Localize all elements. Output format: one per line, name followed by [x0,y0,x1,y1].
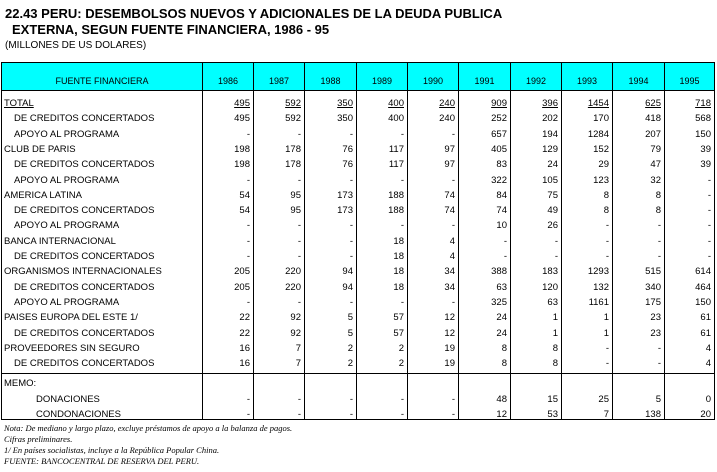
cell-1995: - [707,205,711,217]
cell-1986: 495 [234,98,250,109]
row-label: DE CREDITOS CONCERTADOS [14,159,155,171]
cell-1988: 173 [337,189,353,201]
cell-1992: 105 [542,174,558,186]
cell-1992: 194 [542,128,558,140]
cell-1992: 1 [552,327,558,339]
cell-1994: 79 [650,143,661,155]
cell-1992: 63 [547,296,558,308]
cell-1991: - [503,235,507,247]
cell-1989: - [400,128,404,140]
column-divider [458,90,459,419]
row-label: APOYO AL PROGRAMA [14,174,120,186]
header-year-1994: 1994 [612,63,664,90]
row-label: DE CREDITOS CONCERTADOS [14,358,155,370]
cell-1990: 19 [444,342,455,354]
cell-1994: 8 [655,205,661,217]
cell-1994: - [657,358,661,370]
cell-1987: 592 [285,98,301,109]
column-divider [356,90,357,419]
cell-1995: 61 [700,327,711,339]
row-label: DE CREDITOS CONCERTADOS [14,281,155,293]
cell-1993: 8 [603,205,609,217]
cell-1991: 909 [491,98,507,109]
cell-1993: 29 [598,159,609,171]
row-label: DE CREDITOS CONCERTADOS [14,205,155,217]
memo-separator [2,373,714,374]
cell-1993: 1161 [588,296,609,308]
cell-1988: 94 [342,281,353,293]
cell-1995: 614 [695,266,711,278]
table-row [2,127,714,142]
table-row [2,173,714,188]
cell-1990: 34 [444,281,455,293]
cell-1992: 129 [542,143,558,155]
cell-1993: 8 [603,189,609,201]
cell-1990: 34 [444,266,455,278]
cell-1991: 24 [496,312,507,324]
cell-1989: 18 [393,281,404,293]
cell-1992: 396 [542,98,558,109]
cell-1995: - [707,235,711,247]
cell-1987: 178 [285,143,301,155]
cell-1989: 117 [388,143,404,155]
cell-1989: 2 [398,358,404,370]
cell-1990: 74 [444,205,455,217]
cell-1993: - [605,235,609,247]
cell-1987: - [297,251,301,262]
table-row [2,310,714,325]
cell-1994: 8 [655,189,661,201]
cell-1990: 97 [444,159,455,171]
table-row [2,96,714,111]
table-row [2,280,714,295]
cell-1992: 120 [542,281,558,293]
cell-1995: 39 [700,143,711,155]
cell-1988: - [349,128,353,140]
cell-1987: 178 [285,159,301,171]
cell-1988: 5 [347,312,353,324]
memo-label: MEMO: [4,378,37,390]
cell-1994: 47 [650,159,661,171]
cell-1992: - [554,251,558,262]
cell-1993: 1284 [587,128,609,140]
cell-1989: 18 [393,235,404,247]
cell-1995: - [707,174,711,186]
row-label: DE CREDITOS CONCERTADOS [14,327,155,339]
cell-1987: - [297,235,301,247]
cell-1995: 39 [700,159,711,171]
cell-1991: 48 [496,393,507,405]
cell-1987: 95 [290,189,301,201]
cell-1986: 22 [239,312,250,324]
cell-1993: 7 [603,409,609,420]
cell-1987: - [297,296,301,308]
cell-1987: 7 [295,342,301,354]
cell-1988: 350 [337,98,353,109]
header-year-1995: 1995 [664,63,714,90]
cell-1994: 138 [645,409,661,420]
cell-1987: 7 [295,358,301,370]
cell-1986: 205 [234,266,250,278]
header-year-1988: 1988 [304,63,356,90]
cell-1990: - [451,296,455,308]
cell-1988: 76 [342,159,353,171]
cell-1987: 92 [290,327,301,339]
cell-1989: - [400,393,404,405]
cell-1987: 592 [285,113,301,125]
cell-1993: 132 [593,281,609,293]
cell-1992: 15 [547,393,558,405]
cell-1989: - [400,409,404,420]
cell-1986: 54 [239,205,250,217]
row-label: ORGANISMOS INTERNACIONALES [4,266,162,278]
cell-1988: - [349,174,353,186]
column-divider [202,90,203,419]
cell-1992: - [554,235,558,247]
cell-1989: 400 [388,113,404,125]
cell-1990: 12 [444,327,455,339]
cell-1989: 188 [388,205,404,217]
cell-1988: - [349,251,353,262]
cell-1989: 57 [393,327,404,339]
cell-1987: - [297,393,301,405]
cell-1986: - [246,393,250,405]
cell-1993: 170 [593,113,609,125]
cell-1992: 8 [552,358,558,370]
cell-1991: 24 [496,327,507,339]
cell-1992: 26 [547,220,558,232]
row-label: BANCA INTERNACIONAL [4,235,116,247]
cell-1995: - [707,220,711,232]
cell-1993: 1293 [587,266,609,278]
cell-1994: 625 [645,98,661,109]
header-year-1989: 1989 [356,63,407,90]
cell-1994: 32 [650,174,661,186]
cell-1989: 188 [388,189,404,201]
cell-1991: 388 [491,266,507,278]
cell-1995: 20 [700,409,711,420]
column-divider [304,90,305,419]
table-row [2,326,714,341]
cell-1995: 568 [695,113,711,125]
cell-1991: 63 [496,281,507,293]
cell-1989: 18 [393,266,404,278]
cell-1990: - [451,174,455,186]
cell-1994: - [657,235,661,247]
cell-1986: 54 [239,189,250,201]
cell-1989: 117 [388,159,404,171]
column-divider [253,90,254,419]
cell-1991: 8 [501,342,507,354]
table-header [2,63,714,91]
cell-1990: - [451,393,455,405]
cell-1991: 252 [491,113,507,125]
table-title-line-2: EXTERNA, SEGUN FUENTE FINANCIERA, 1986 - 95 [12,22,330,37]
cell-1987: 220 [285,266,301,278]
row-label: PROVEEDORES SIN SEGURO [4,342,140,354]
cell-1994: - [657,251,661,262]
row-label: CONDONACIONES [36,409,121,420]
table-row [2,264,714,279]
cell-1987: - [297,220,301,232]
cell-1992: 49 [547,205,558,217]
column-divider [612,90,613,419]
header-year-1986: 1986 [202,63,253,90]
header-year-1992: 1992 [510,63,561,90]
cell-1992: 183 [542,266,558,278]
cell-1988: 173 [337,205,353,217]
cell-1994: - [657,342,661,354]
cell-1994: - [657,220,661,232]
row-label: APOYO AL PROGRAMA [14,220,120,232]
cell-1986: - [246,220,250,232]
cell-1995: 0 [705,393,711,405]
debt-table [1,62,715,420]
cell-1990: - [451,128,455,140]
footnote: 1/ En países socialistas, incluye a la República Popular China. [4,445,220,455]
cell-1988: - [349,409,353,420]
cell-1992: 1 [552,312,558,324]
cell-1986: 495 [234,113,250,125]
cell-1994: 340 [645,281,661,293]
row-label: TOTAL [4,98,34,109]
cell-1986: - [246,235,250,247]
cell-1993: - [605,220,609,232]
header-year-1991: 1991 [458,63,510,90]
cell-1990: 240 [439,113,455,125]
cell-1990: - [451,220,455,232]
cell-1986: - [246,296,250,308]
cell-1992: 8 [552,342,558,354]
cell-1986: 22 [239,327,250,339]
cell-1990: 74 [444,189,455,201]
table-title-line-1: 22.43 PERU: DESEMBOLSOS NUEVOS Y ADICIONALES DE LA DEUDA PUBLICA [5,6,503,21]
cell-1994: 418 [645,113,661,125]
cell-1987: 220 [285,281,301,293]
table-row [2,203,714,218]
cell-1995: 150 [695,128,711,140]
cell-1987: - [297,128,301,140]
cell-1995: - [707,189,711,201]
cell-1995: 718 [695,98,711,109]
table-row [2,249,714,264]
cell-1987: - [297,174,301,186]
cell-1993: 152 [593,143,609,155]
cell-1989: 57 [393,312,404,324]
cell-1991: 10 [496,220,507,232]
memo-label-row [2,376,714,391]
cell-1986: 198 [234,159,250,171]
cell-1989: 400 [388,98,404,109]
cell-1986: - [246,409,250,420]
cell-1988: - [349,235,353,247]
cell-1991: 322 [491,174,507,186]
cell-1990: 97 [444,143,455,155]
table-row [2,356,714,371]
cell-1991: 8 [501,358,507,370]
cell-1987: - [297,409,301,420]
cell-1993: - [605,251,609,262]
cell-1989: - [400,220,404,232]
footnote: Cifras preliminares. [4,434,73,444]
table-row [2,188,714,203]
cell-1995: 4 [705,358,711,370]
table-row [2,392,714,407]
cell-1994: 5 [655,393,661,405]
header-year-1987: 1987 [253,63,304,90]
cell-1991: 657 [491,128,507,140]
cell-1991: 12 [496,409,507,420]
cell-1995: 464 [695,281,711,293]
cell-1990: 4 [449,251,455,262]
units-subtitle: (MILLONES DE US DOLARES) [5,40,147,51]
table-row [2,142,714,157]
cell-1991: 405 [491,143,507,155]
header-year-1990: 1990 [407,63,458,90]
cell-1989: 2 [398,342,404,354]
cell-1991: 83 [496,159,507,171]
row-label: APOYO AL PROGRAMA [14,128,120,140]
cell-1992: 24 [547,159,558,171]
cell-1987: 92 [290,312,301,324]
cell-1991: 74 [496,205,507,217]
table-row [2,157,714,172]
header-year-1993: 1993 [561,63,612,90]
table-row [2,341,714,356]
cell-1994: 515 [645,266,661,278]
cell-1988: - [349,393,353,405]
cell-1986: - [246,251,250,262]
row-label: DE CREDITOS CONCERTADOS [14,251,155,262]
cell-1995: - [707,251,711,262]
cell-1992: 75 [547,189,558,201]
cell-1988: - [349,220,353,232]
cell-1994: 23 [650,327,661,339]
cell-1986: - [246,174,250,186]
table-row [2,407,714,422]
cell-1993: - [605,342,609,354]
cell-1986: 205 [234,281,250,293]
cell-1992: 53 [547,409,558,420]
cell-1993: 25 [598,393,609,405]
cell-1988: 76 [342,143,353,155]
row-label: APOYO AL PROGRAMA [14,296,120,308]
cell-1986: - [246,128,250,140]
column-divider [664,90,665,419]
cell-1993: - [605,358,609,370]
footnote: Nota: De mediano y largo plazo, excluye préstamos de apoyo a la balanza de pagos. [4,423,293,433]
row-label: DONACIONES [36,393,100,405]
cell-1991: 325 [491,296,507,308]
cell-1986: 198 [234,143,250,155]
cell-1989: 18 [393,251,404,262]
footnote: FUENTE: BANCOCENTRAL DE RESERVA DEL PERU. [4,456,200,466]
cell-1988: 5 [347,327,353,339]
cell-1994: 175 [645,296,661,308]
row-label: CLUB DE PARIS [4,143,76,155]
cell-1994: 23 [650,312,661,324]
table-row [2,295,714,310]
column-divider [561,90,562,419]
cell-1989: - [400,296,404,308]
column-divider [510,90,511,419]
cell-1993: 123 [593,174,609,186]
row-label: DE CREDITOS CONCERTADOS [14,113,155,125]
cell-1989: - [400,174,404,186]
cell-1994: 207 [645,128,661,140]
cell-1988: - [349,296,353,308]
cell-1993: 1 [603,312,609,324]
cell-1988: 2 [347,342,353,354]
cell-1990: - [451,409,455,420]
cell-1986: 16 [239,358,250,370]
cell-1988: 2 [347,358,353,370]
cell-1987: 95 [290,205,301,217]
row-label: PAISES EUROPA DEL ESTE 1/ [4,312,138,324]
cell-1990: 240 [439,98,455,109]
cell-1995: 4 [705,342,711,354]
cell-1995: 150 [695,296,711,308]
cell-1993: 1 [603,327,609,339]
cell-1995: 61 [700,312,711,324]
cell-1990: 4 [449,235,455,247]
cell-1991: - [503,251,507,262]
table-row [2,218,714,233]
cell-1988: 350 [337,113,353,125]
table-row [2,234,714,249]
cell-1993: 1454 [587,98,609,109]
cell-1988: 94 [342,266,353,278]
table-row [2,111,714,126]
row-label: AMERICA LATINA [4,189,82,201]
cell-1986: 16 [239,342,250,354]
cell-1991: 84 [496,189,507,201]
cell-1990: 19 [444,358,455,370]
header-fuente-financiera: FUENTE FINANCIERA [55,76,149,86]
cell-1992: 202 [542,113,558,125]
column-divider [407,90,408,419]
cell-1990: 12 [444,312,455,324]
